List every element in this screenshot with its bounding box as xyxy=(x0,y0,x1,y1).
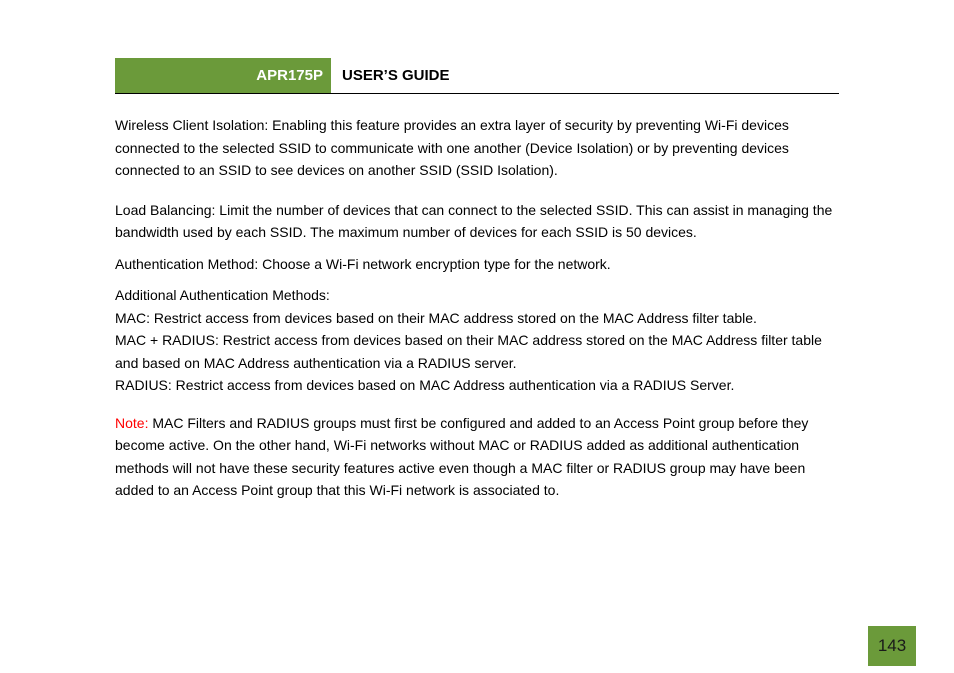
page-header xyxy=(115,58,839,94)
note-paragraph xyxy=(115,412,841,502)
page-number: 143 xyxy=(868,626,916,666)
paragraph-mac: MAC: Restrict access from devices based on their MAC address stored on the MAC Address filter table. xyxy=(115,309,757,326)
note-text: MAC Filters and RADIUS groups must first be configured and added to an Access Point group before they become active. On the other hand, Wi-Fi networks without MAC or RADIUS added as additional authentication methods will not have these security features active even though a MAC filter or RADIUS group may have been added to an Access Point group that this Wi-Fi network is associated to. xyxy=(115,414,809,498)
guide-title: USER’S GUIDE xyxy=(342,67,450,84)
model-label: APR175P xyxy=(115,58,331,93)
paragraph-authentication-method: Authentication Method: Choose a Wi-Fi network encryption type for the network. xyxy=(115,255,611,272)
paragraph-mac-radius: MAC + RADIUS: Restrict access from devices based on their MAC address stored on the MAC Address filter table and based on MAC Address authentication via a RADIUS server. xyxy=(115,332,822,371)
paragraph-client-isolation: Wireless Client Isolation: Enabling this feature provides an extra layer of security by preventing Wi-Fi devices connected to the selected SSID to communicate with one another (Device Isolation) or by preventing devices connected to an SSID to see devices on another SSID (SSID Isolation). xyxy=(115,117,789,178)
document-body xyxy=(115,114,841,502)
paragraph-radius: RADIUS: Restrict access from devices based on MAC Address authentication via a RADIUS Server. xyxy=(115,377,735,393)
additional-auth-section xyxy=(115,284,841,397)
note-label: Note: xyxy=(115,414,149,431)
additional-auth-heading: Additional Authentication Methods: xyxy=(115,287,330,303)
paragraph-load-balancing: Load Balancing: Limit the number of devices that can connect to the selected SSID. This can assist in managing the bandwidth used by each SSID. The maximum number of devices for each SSID is 50 devices. xyxy=(115,201,833,240)
